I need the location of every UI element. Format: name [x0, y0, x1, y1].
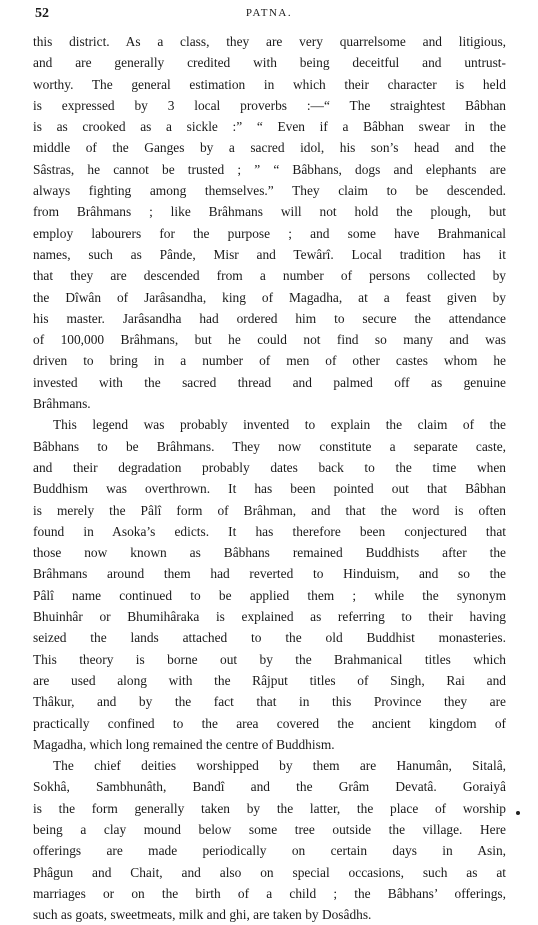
text-line: of 100,000 Brâhmans, but he could not find so many and was	[33, 332, 506, 348]
text-line: Sokhâ, Sambhunâth, Bandî and the Grâm Devatâ. Goraiyâ	[33, 779, 506, 795]
text-line: Bhuinhâr or Bhumihâraka is explained as referring to their having	[33, 609, 506, 625]
text-line: This legend was probably invented to explain the claim of the	[53, 417, 506, 433]
text-line: are used along with the Râjput titles of Singh, Rai and	[33, 672, 506, 688]
text-line: found in Asoka’s edicts. It has therefore been conjectured that	[33, 523, 506, 539]
text-line: Bâbhans to be Brâhmans. They now constitute a separate caste,	[33, 438, 506, 454]
paragraph	[33, 414, 506, 755]
page-header	[35, 6, 503, 24]
text-line: his master. Jarâsandha had ordered him to secure the attendance	[33, 310, 506, 326]
text-line: and are generally credited with being deceitful and untrust-	[33, 55, 506, 71]
text-line: names, such as Pânde, Misr and Tewârî. Local tradition has it	[33, 246, 506, 262]
text-line: always fighting among themselves.” They claim to be descended.	[33, 183, 506, 199]
text-line: this district. As a class, they are very quarrelsome and litigious,	[33, 34, 506, 49]
text-line: Thâkur, and by the fact that in this Province they are	[33, 694, 506, 710]
text-line: and their degradation probably dates back to the time when	[33, 459, 506, 475]
body-text	[33, 31, 506, 925]
text-line: is as crooked as a sickle :” “ Even if a Bâbhan swear in the	[33, 119, 506, 135]
text-line: the Dîwân of Jarâsandha, king of Magadha, at a feast given by	[33, 289, 506, 305]
text-line: Buddhism was overthrown. It has been pointed out that Bâbhan	[33, 481, 506, 497]
text-line: seized the lands attached to the old Buddhist monasteries.	[33, 630, 506, 646]
text-line: is the form generally taken by the latter, the place of worship	[33, 800, 506, 816]
text-line: Brâhmans.	[33, 396, 91, 412]
text-line: Brâhmans around them had reverted to Hinduism, and so the	[33, 566, 506, 582]
text-line: being a clay mound below some tree outside the village. Here	[33, 821, 506, 837]
text-line: those now known as Bâbhans remained Buddhists after the	[33, 545, 506, 561]
paragraph	[33, 31, 506, 414]
text-line: driven to bring in a number of men of other castes whom he	[33, 353, 506, 369]
text-line: This theory is borne out by the Brahmanical titles which	[33, 651, 506, 667]
text-line: The chief deities worshipped by them are Hanumân, Sitalâ,	[53, 758, 506, 774]
text-line: that they are descended from a number of persons collected by	[33, 268, 506, 284]
text-line: marriages or on the birth of a child ; the Bâbhans’ offerings,	[33, 885, 506, 901]
text-line: is merely the Pâlî form of Brâhman, and that the word is often	[33, 502, 506, 518]
text-line: Magadha, which long remained the centre of Buddhism.	[33, 736, 335, 752]
text-line: Pâlî name continued to be applied them ; while the synonym	[33, 587, 506, 603]
margin-mark	[516, 811, 520, 815]
running-title: PATNA.	[245, 7, 293, 19]
text-line: from Brâhmans ; like Brâhmans will not hold the plough, but	[33, 204, 506, 220]
text-line: such as goats, sweetmeats, milk and ghi, are taken by Dosâdhs.	[33, 907, 372, 923]
text-line: middle of the Ganges by a sacred idol, his son’s head and the	[33, 140, 506, 156]
text-line: practically confined to the area covered the ancient kingdom of	[33, 715, 506, 731]
text-line: Sâstras, he cannot be trusted ; ” “ Bâbhans, dogs and elephants are	[33, 161, 506, 177]
page-number: 52	[35, 6, 49, 21]
text-line: Phâgun and Chait, and also on special occasions, such as at	[33, 864, 506, 880]
text-line: invested with the sacred thread and palmed off as genuine	[33, 374, 506, 390]
text-line: offerings are made periodically on certain days in Asin,	[33, 843, 506, 859]
text-line: is expressed by 3 local proverbs :—“ The straightest Bâbhan	[33, 97, 506, 113]
text-line: employ labourers for the purpose ; and some have Brahmanical	[33, 225, 506, 241]
paragraph	[33, 755, 506, 925]
text-line: worthy. The general estimation in which their character is held	[33, 76, 506, 92]
